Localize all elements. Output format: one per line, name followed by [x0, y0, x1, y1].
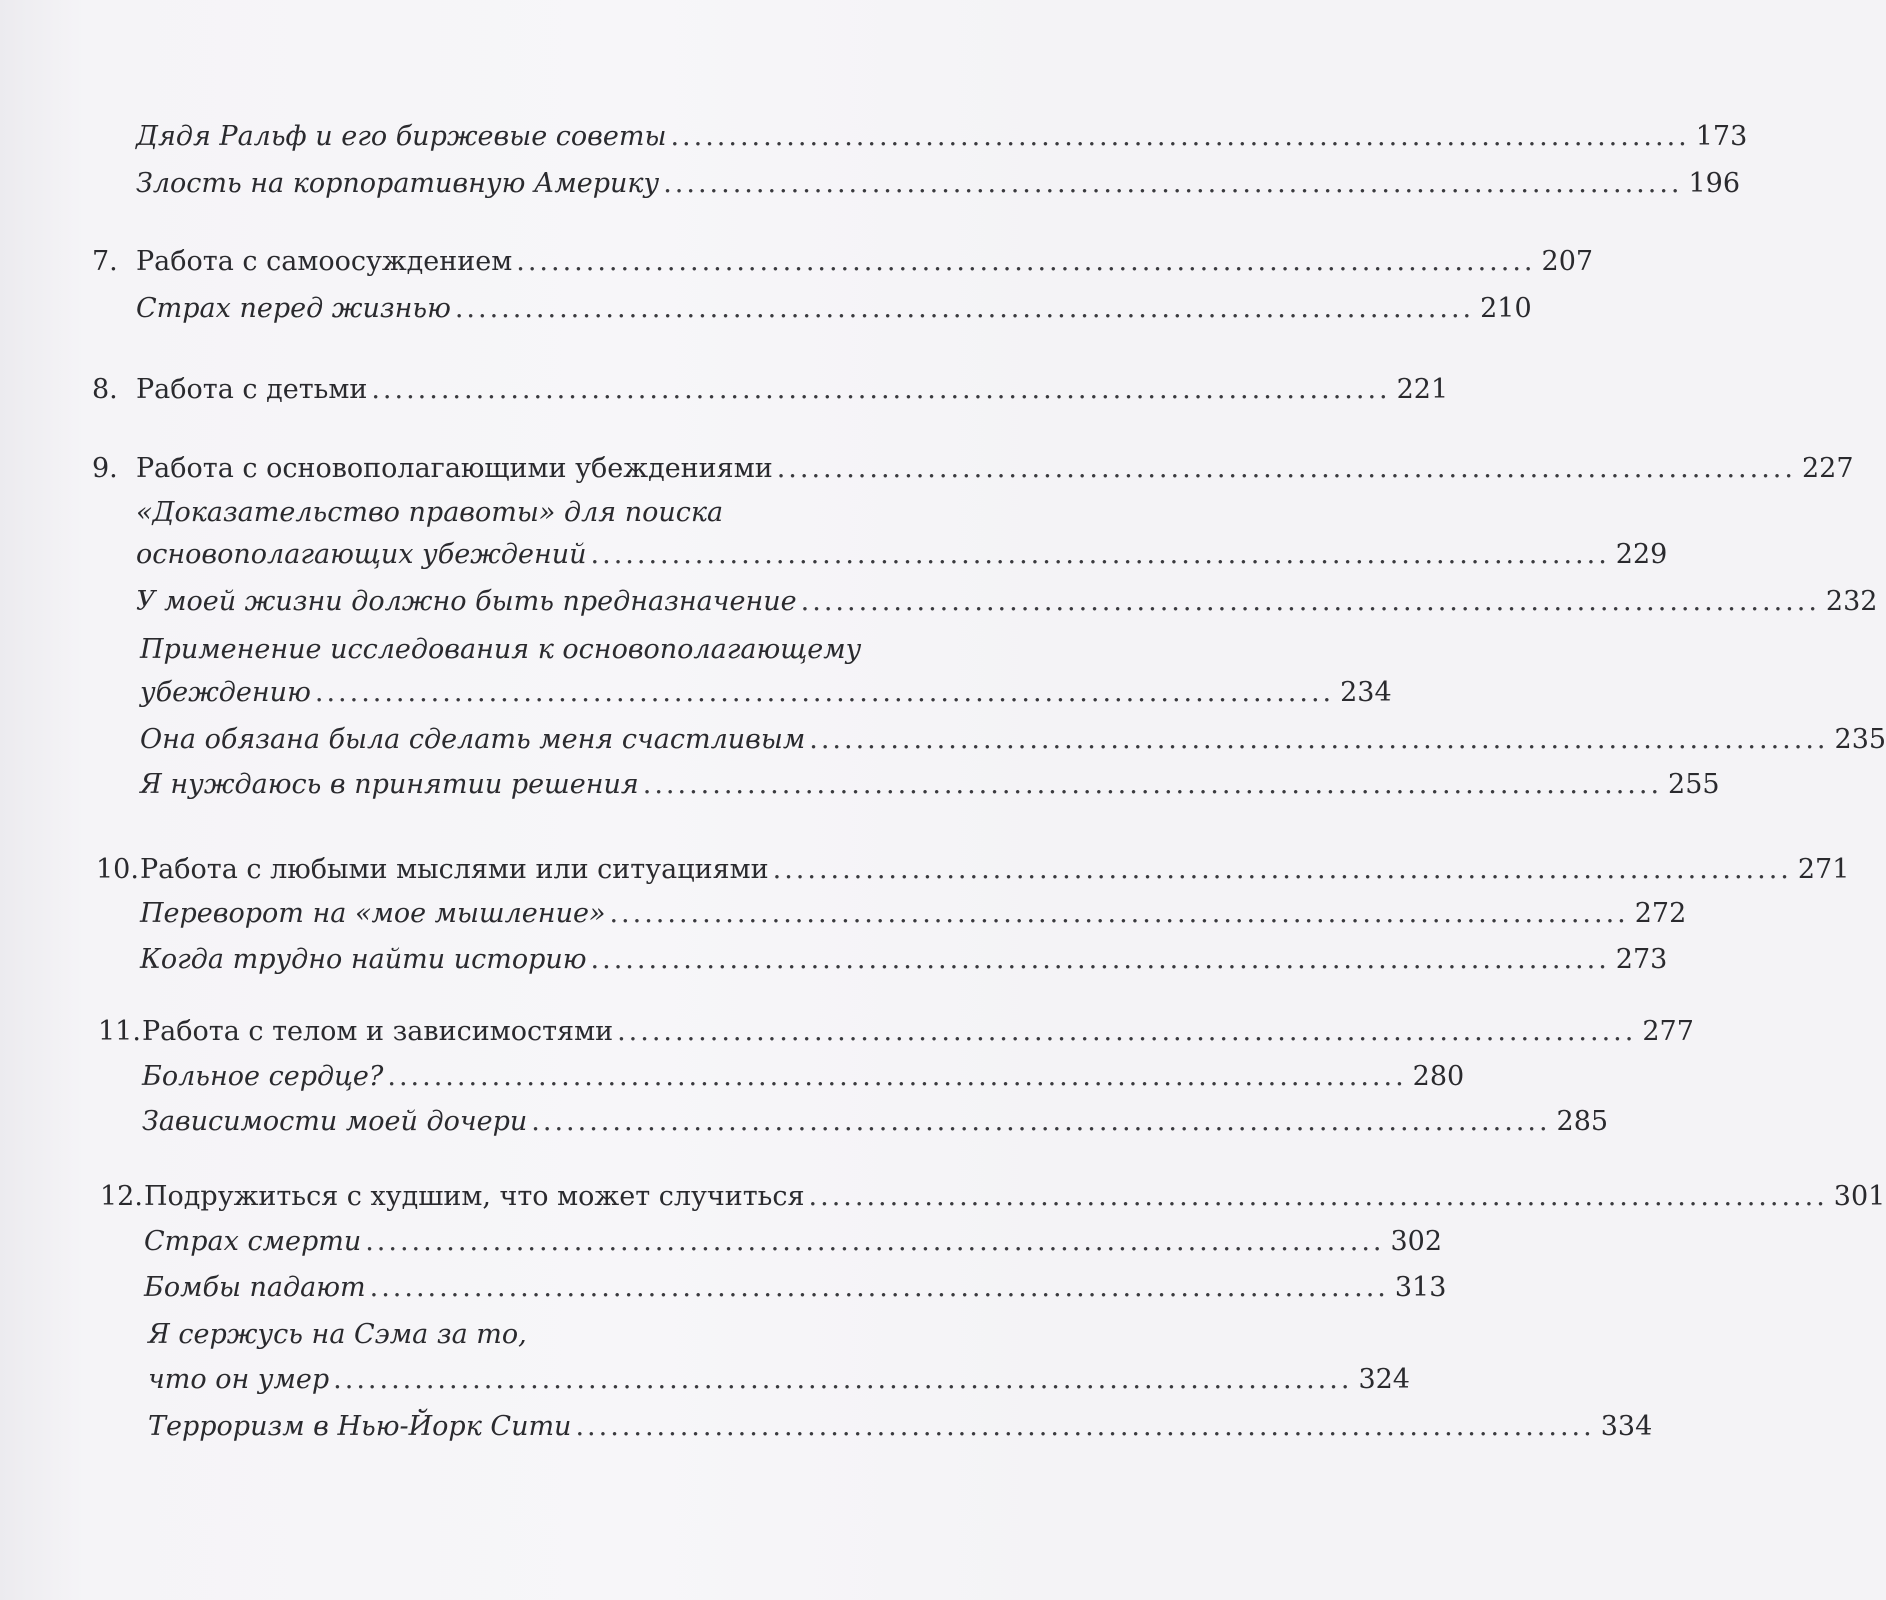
- chapter-number: 7.: [92, 246, 118, 277]
- toc-entry-title-line1: Применение исследования к основополагающему: [140, 634, 862, 665]
- toc-entry: [98, 1105, 1609, 1139]
- chapter-number: 11.: [98, 1016, 141, 1047]
- toc-entry-title: Страх перед жизнью: [136, 293, 451, 324]
- leader-dots: ........................................................................................: [365, 1226, 1385, 1257]
- toc-entry: [96, 943, 1668, 977]
- toc-entry-title: Когда трудно найти историю: [140, 944, 587, 975]
- toc-entry-title: У моей жизни должно быть предназначение: [136, 586, 797, 617]
- toc-entry-page: 173: [1695, 121, 1748, 152]
- toc-entry-title: Терроризм в Нью-Йорк Сити: [148, 1411, 572, 1442]
- toc-entry-title: Она обязана была сделать меня счастливым: [140, 724, 806, 755]
- leader-dots: ........................................................................................: [590, 539, 1610, 570]
- toc-entry-title: Работа с основополагающими убеждениями: [136, 453, 773, 484]
- leader-dots: ........................................................................................: [531, 1106, 1551, 1137]
- toc-entry-title-line1: Я сержусь на Сэма за то,: [148, 1319, 527, 1350]
- toc-entry-page: 207: [1541, 246, 1594, 277]
- leader-dots: ........................................................................................: [369, 1272, 1389, 1303]
- leader-dots: ........................................................................................: [663, 168, 1683, 199]
- toc-entry: [96, 676, 1392, 710]
- toc-entry-title: Подружиться с худшим, что может случиться: [144, 1181, 805, 1212]
- toc-entry-title: Злость на корпоративную Америку: [136, 168, 660, 199]
- toc-entry: [92, 167, 1741, 201]
- toc-chapter: [92, 373, 1449, 407]
- toc-entry: [100, 1225, 1443, 1259]
- toc-entry-page: 221: [1396, 374, 1449, 405]
- chapter-number: 9.: [92, 453, 118, 484]
- toc-entry: [92, 120, 1748, 154]
- toc-entry-page: 196: [1688, 168, 1741, 199]
- leader-dots: ........................................................................................: [800, 586, 1820, 617]
- toc-entry-title: убеждению: [140, 677, 311, 708]
- leader-dots: ........................................................................................: [670, 121, 1690, 152]
- toc-entry-page: 324: [1358, 1364, 1410, 1395]
- toc-entry: [92, 538, 1668, 572]
- leader-dots: ........................................................................................: [772, 854, 1792, 885]
- toc-entry: [96, 768, 1720, 802]
- toc-entry-title: что он умер: [148, 1364, 330, 1395]
- toc-entry-page: 302: [1390, 1226, 1443, 1257]
- toc-entry: [100, 1271, 1447, 1305]
- toc-entry-page: 272: [1634, 898, 1687, 929]
- leader-dots: ........................................................................................: [590, 944, 1610, 975]
- toc-entry-page: 234: [1340, 677, 1392, 708]
- toc-entry-title: Больное сердце?: [142, 1061, 384, 1092]
- toc-entry-page: 210: [1480, 293, 1532, 324]
- chapter-number: 10.: [96, 854, 139, 885]
- leader-dots: ........................................................................................: [371, 374, 1391, 405]
- leader-dots: ........................................................................................: [314, 677, 1335, 708]
- toc-entry-title-line1: «Доказательство правоты» для поиска: [136, 497, 724, 528]
- toc-entry-title: Я нуждаюсь в принятии решения: [140, 769, 639, 800]
- toc-entry: [96, 897, 1687, 931]
- toc-entry-title: основополагающих убеждений: [136, 539, 587, 570]
- leader-dots: ........................................................................................: [575, 1411, 1595, 1442]
- toc-entry-page: 255: [1668, 769, 1720, 800]
- toc-entry: [104, 1363, 1410, 1397]
- toc-entry: [98, 1060, 1465, 1094]
- toc-chapter: [96, 853, 1850, 887]
- chapter-number: 12.: [100, 1181, 143, 1212]
- leader-dots: ........................................................................................: [454, 293, 1475, 324]
- toc-chapter: [92, 245, 1594, 279]
- toc-chapter: [100, 1180, 1886, 1214]
- leader-dots: ........................................................................................: [516, 246, 1536, 277]
- toc-entry-title: Работа с самоосуждением: [136, 246, 513, 277]
- toc-entry: [96, 723, 1886, 757]
- leader-dots: ........................................................................................: [617, 1016, 1637, 1047]
- toc-entry-page: 273: [1615, 944, 1668, 975]
- toc-chapter: [98, 1015, 1694, 1049]
- toc-entry-page: 229: [1615, 539, 1668, 570]
- toc-entry-page: 235: [1834, 724, 1886, 755]
- toc-entry-title: Дядя Ральф и его биржевые советы: [136, 121, 667, 152]
- toc-entry-title: Бомбы падают: [144, 1272, 366, 1303]
- leader-dots: ........................................................................................: [333, 1364, 1353, 1395]
- toc-entry-page: 285: [1556, 1106, 1609, 1137]
- chapter-number: 8.: [92, 374, 118, 405]
- leader-dots: ........................................................................................: [808, 1181, 1828, 1212]
- toc-entry-page: 227: [1801, 453, 1854, 484]
- toc-entry: [92, 292, 1532, 326]
- toc-entry-page: 280: [1412, 1061, 1465, 1092]
- toc-entry-title: Переворот на «мое мышление»: [140, 898, 606, 929]
- toc-entry-title: Работа с телом и зависимостями: [142, 1016, 614, 1047]
- toc-chapter: [92, 452, 1854, 486]
- toc-entry-page: 301: [1833, 1181, 1886, 1212]
- toc-entry-page: 334: [1600, 1411, 1653, 1442]
- leader-dots: ........................................................................................: [387, 1061, 1407, 1092]
- toc-entry: [92, 585, 1878, 619]
- leader-dots: ........................................................................................: [809, 724, 1829, 755]
- leader-dots: ........................................................................................: [642, 769, 1663, 800]
- toc-entry-title: Страх смерти: [144, 1226, 362, 1257]
- toc-entry-page: 313: [1394, 1272, 1447, 1303]
- toc-entry-title: Работа с любыми мыслями или ситуациями: [140, 854, 769, 885]
- toc-entry-page: 271: [1797, 854, 1850, 885]
- toc-entry: [104, 1410, 1653, 1444]
- leader-dots: ........................................................................................: [776, 453, 1796, 484]
- toc-entry-page: 232: [1825, 586, 1878, 617]
- toc-entry-title: Зависимости моей дочери: [142, 1106, 528, 1137]
- leader-dots: ........................................................................................: [609, 898, 1629, 929]
- toc-entry-title: Работа с детьми: [136, 374, 368, 405]
- toc-entry-page: 277: [1642, 1016, 1694, 1047]
